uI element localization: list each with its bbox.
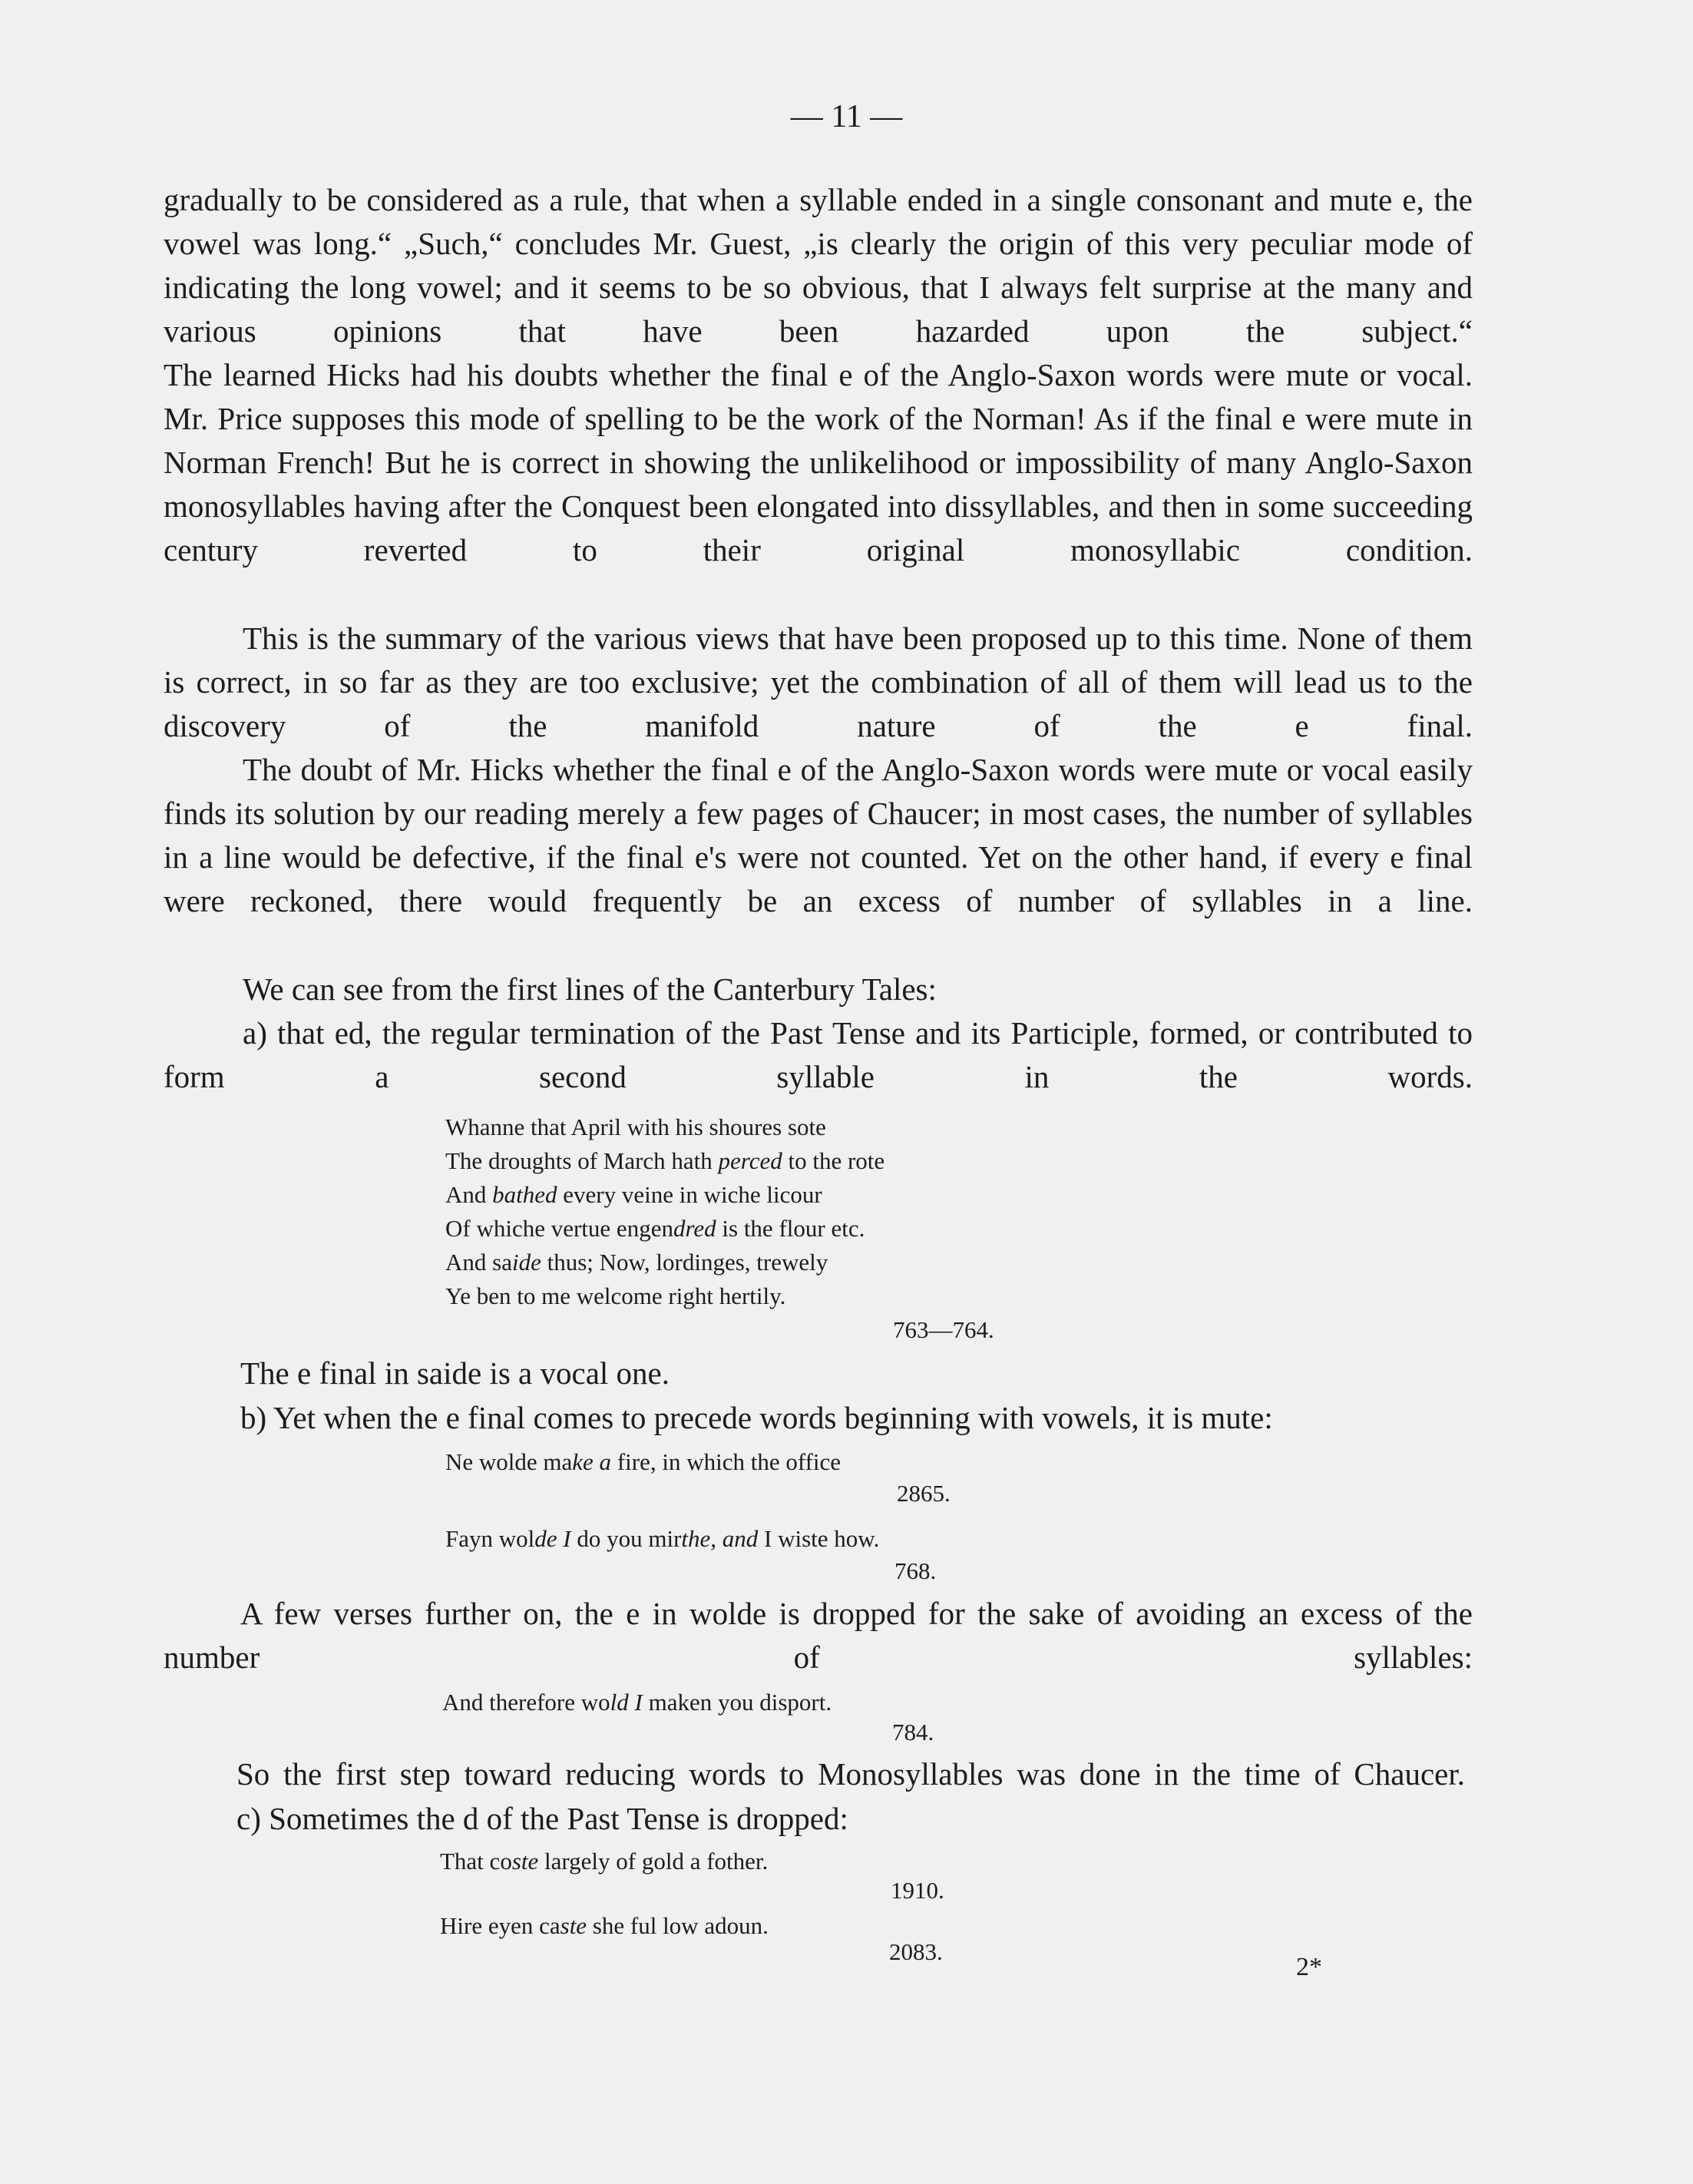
verse-block-5 [440,1845,768,1878]
verse-reference: 763—764. [893,1316,994,1343]
verse-line: And bathed every veine in wiche licour [445,1181,822,1208]
paragraph-hicks-price: The learned Hicks had his doubts whether the final e of the Anglo-Saxon words were mute or vocal. Mr. Price supposes this mode of spelling to be the work of the Norman! As if the final e were mute in Norman French! But he is correct in showing the unlikelihood or impossibility of many Anglo-Saxon monosyllables having after the Conquest been elongated into dissyllables, and then in some succeeding century reverted to their original monosyllabic condition. [164,357,1473,568]
verse-line: Fayn wolde I do you mirthe, and I wiste how. [445,1525,880,1552]
paragraph-point-c: c) Sometimes the d of the Past Tense is dropped: [236,1801,848,1836]
paragraph-canterbury-intro: We can see from the first lines of the Canterbury Tales: [243,971,937,1007]
paragraph-doubt-hicks: The doubt of Mr. Hicks whether the final e of the Anglo-Saxon words were mute or vocal easily finds its solution by our reading merely a few pages of Chaucer; in most cases, the number of syllables in a line would be defective, if the final e's were not counted. Yet on the other hand, if every e final were reckoned, there would frequently be an excess of number of syllables in a line. [164,752,1473,918]
paragraph-wolde: A few verses further on, the e in wolde is dropped for the sake of avoiding an excess of the number of syllables: [164,1596,1473,1675]
verse-reference: 1910. [891,1877,944,1904]
verse-line: And saide thus; Now, lordinges, trewely [445,1249,828,1276]
verse-reference: 768. [894,1557,937,1584]
paragraph-summary: This is the summary of the various views that have been proposed up to this time. None of them is correct, in so far as they are too exclusive; yet the combination of all of them will lead us to the discovery of the manifold nature of the e final. [164,620,1473,743]
verse-line: That coste largely of gold a fother. [440,1848,769,1875]
paragraph-point-a: a) that ed, the regular termination of the Past Tense and its Participle, formed, or contributed to form a second syllable in the words. [164,1015,1473,1094]
verse-line: And therefore wold I maken you disport. [442,1689,832,1716]
paragraph-point-b: b) Yet when the e final comes to precede words beginning with vowels, it is mute: [240,1400,1273,1435]
verse-reference: 784. [892,1719,934,1746]
verse-block-2 [445,1445,841,1479]
verse-block-3 [445,1522,879,1556]
verse-reference: 2865. [897,1480,951,1507]
printer-signature: 2* [1296,1953,1322,1981]
verse-reference: 2083. [889,1938,943,1965]
paragraph-saide: The e final in saide is a vocal one. [240,1355,670,1391]
page-number: — 11 — [790,99,903,134]
verse-line: The droughts of March hath perced to the rote [445,1147,885,1174]
verse-line: Ne wolde make a fire, in which the office [445,1448,842,1475]
verse-block-4 [442,1686,832,1719]
verse-line: Ye ben to me welcome right hertily. [445,1282,786,1309]
verse-block-6 [440,1909,769,1943]
paragraph-first-step: So the first step toward reducing words to Monosyllables was done in the time of Chaucer. [236,1756,1465,1792]
paragraph-guest-quote: gradually to be considered as a rule, that when a syllable ended in a single consonant and mute e, the vowel was long.“ „Such,“ concludes Mr. Guest, „is clearly the origin of this very peculiar mode of indicating the long vowel; and it seems to be so obvious, that I always felt surprise at the many and various opinions that have been hazarded upon the subject.“ [164,182,1473,349]
verse-line: Of whiche vertue engendred is the flour etc. [445,1215,865,1242]
verse-line: Hire eyen caste she ful low adoun. [440,1912,769,1939]
verse-line: Whanne that April with his shoures sote [445,1114,826,1140]
verse-block-1 [445,1110,885,1313]
